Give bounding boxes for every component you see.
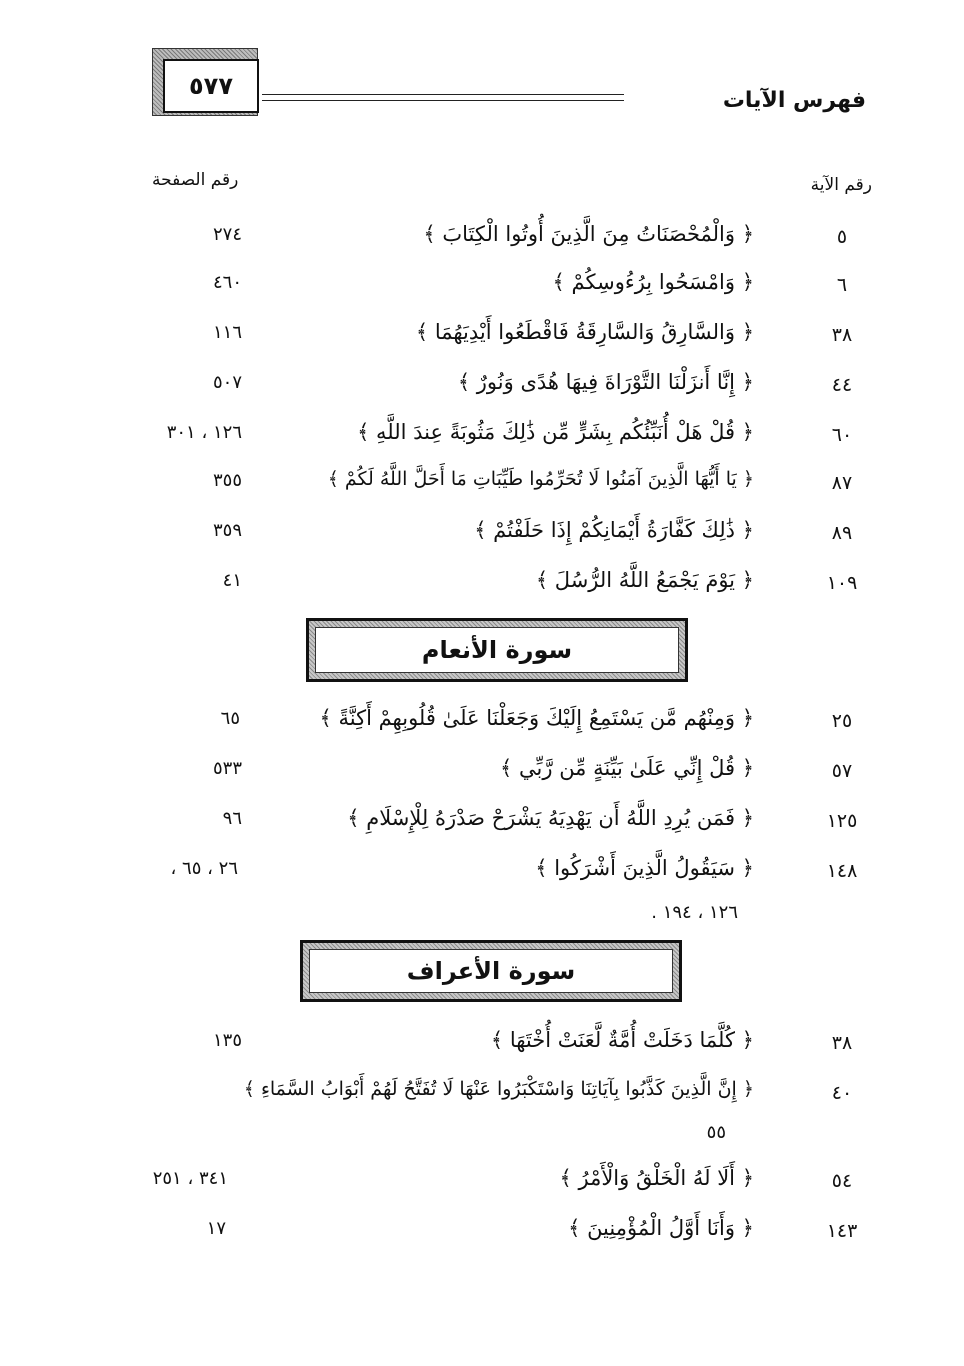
ayah-number: ٨٩ [831, 522, 853, 544]
header-rule [262, 94, 624, 101]
page-reference: ٥٠٧ [212, 372, 242, 393]
ayah-number: ٣٨ [831, 1032, 853, 1054]
index-row [0, 1076, 964, 1116]
ayah-number: ٥٧ [831, 760, 853, 782]
ayah-text: ﴿ فَمَن يُرِدِ اللَّهُ أَن يَهْدِيَهُ يَشْرَحْ صَدْرَهُ لِلْإِسْلَامِ ﴾ [347, 806, 754, 830]
ayah-text: ﴿ وَالْمُحْصَنَاتُ مِنَ الَّذِينَ أُوتُوا الْكِتَابَ ﴾ [423, 222, 754, 246]
index-row [0, 1026, 964, 1066]
index-row [0, 516, 964, 556]
index-row [0, 1164, 964, 1204]
ayah-number: ١٠٩ [826, 572, 858, 594]
ayah-number: ١٤٣ [826, 1220, 858, 1242]
page-reference: ١١٦ [212, 322, 242, 343]
surah-heading: سورة الأنعام [315, 627, 679, 673]
ayah-number: ٤٠ [831, 1082, 853, 1104]
running-title: فهرس الآيات [722, 88, 866, 113]
ayah-text: ﴿ إِنَّ الَّذِينَ كَذَّبُوا بِآيَاتِنَا وَاسْتَكْبَرُوا عَنْهَا لَا تُفَتَّحُ لَهُمْ أَبْوَابُ السَّمَاءِ ﴾ [243, 1078, 754, 1100]
index-row [0, 1214, 964, 1254]
index-row [0, 704, 964, 744]
ayah-number: ٤٤ [831, 374, 853, 396]
page-reference-continuation: ١٢٦ ، ١٩٤ . [651, 902, 738, 923]
ayah-number: ١٢٥ [826, 810, 858, 832]
ayah-text: ﴿ أَلَا لَهُ الْخَلْقُ وَالْأَمْرُ ﴾ [559, 1166, 754, 1190]
ayah-number: ١٤٨ [826, 860, 858, 882]
index-row [0, 754, 964, 794]
ayah-text: ﴿ يَا أَيُّهَا الَّذِينَ آمَنُوا لَا تُحَرِّمُوا طَيِّبَاتِ مَا أَحَلَّ اللَّهُ لَكُمْ ﴾ [327, 468, 754, 490]
page-reference: ٦٥ [220, 708, 240, 729]
ayah-text: ﴿ كُلَّمَا دَخَلَتْ أُمَّةٌ لَّعَنَتْ أُخْتَهَا ﴾ [490, 1028, 754, 1052]
page-reference: ٣٤١ ، ٢٥١ [152, 1168, 228, 1189]
ayah-number: ٨٧ [831, 472, 853, 494]
ayah-number: ٥ [836, 226, 848, 248]
ayah-text: ﴿ وَمِنْهُم مَّن يَسْتَمِعُ إِلَيْكَ وَجَعَلْنَا عَلَىٰ قُلُوبِهِمْ أَكِنَّةً ﴾ [319, 706, 754, 730]
page-reference: ٣٥٩ [212, 520, 242, 541]
index-row [0, 318, 964, 358]
index-row [0, 566, 964, 606]
index-row [0, 220, 964, 260]
page-number-column-label: رقم الصفحة [152, 170, 239, 190]
verse-number-column-label: رقم الآية [810, 175, 872, 195]
page-reference: ١٧ [206, 1218, 226, 1239]
surah-heading-frame [306, 618, 688, 682]
page-reference-continuation: ٥٥ [706, 1122, 726, 1143]
index-row [0, 804, 964, 844]
ayah-text: ﴿ ذَٰلِكَ كَفَّارَةُ أَيْمَانِكُمْ إِذَا حَلَفْتُمْ ﴾ [474, 518, 754, 542]
ayah-text: ﴿ يَوْمَ يَجْمَعُ اللَّهُ الرُّسُلَ ﴾ [535, 568, 754, 592]
ayah-number: ٣٨ [831, 324, 853, 346]
surah-heading: سورة الأعراف [309, 949, 673, 993]
index-row [0, 854, 964, 894]
ayah-text: ﴿ سَيَقُولُ الَّذِينَ أَشْرَكُوا ﴾ [535, 856, 754, 880]
page-number: ٥٧٧ [163, 59, 259, 113]
page-reference: ٢٦ ، ٦٥ ، [170, 858, 238, 879]
index-row [0, 368, 964, 408]
ayah-number: ٥٤ [831, 1170, 853, 1192]
page-reference: ١٢٦ ، ٣٠١ [166, 422, 242, 443]
page-reference: ٥٣٣ [212, 758, 242, 779]
ayah-text: ﴿ وَأَنَا أَوَّلُ الْمُؤْمِنِينَ ﴾ [568, 1216, 754, 1240]
ayah-text: ﴿ وَامْسَحُوا بِرُءُوسِكُمْ ﴾ [552, 270, 754, 294]
index-row [0, 418, 964, 458]
ayah-number: ٦ [836, 274, 848, 296]
ayah-number: ٢٥ [831, 710, 853, 732]
page-reference: ٤٦٠ [212, 272, 242, 293]
index-row [0, 268, 964, 308]
ayah-text: ﴿ إِنَّا أَنزَلْنَا التَّوْرَاةَ فِيهَا هُدًى وَنُورٌ ﴾ [457, 370, 754, 394]
ayah-number: ٦٠ [831, 424, 853, 446]
page-number-frame [152, 48, 258, 116]
ayah-text: ﴿ قُلْ إِنِّي عَلَىٰ بَيِّنَةٍ مِّن رَّبِّي ﴾ [500, 756, 754, 780]
page-reference: ٤١ [222, 570, 242, 591]
page-reference: ٩٦ [222, 808, 242, 829]
ayah-text: ﴿ وَالسَّارِقُ وَالسَّارِقَةُ فَاقْطَعُوا أَيْدِيَهُمَا ﴾ [415, 320, 754, 344]
index-row [0, 466, 964, 506]
page-reference: ٣٥٥ [212, 470, 242, 491]
ayah-text: ﴿ قُلْ هَلْ أُنَبِّئُكُم بِشَرٍّ مِّن ذَٰلِكَ مَثُوبَةً عِندَ اللَّهِ ﴾ [357, 420, 754, 444]
page-reference: ١٣٥ [212, 1030, 242, 1051]
surah-heading-frame [300, 940, 682, 1002]
page-reference: ٢٧٤ [212, 224, 242, 245]
